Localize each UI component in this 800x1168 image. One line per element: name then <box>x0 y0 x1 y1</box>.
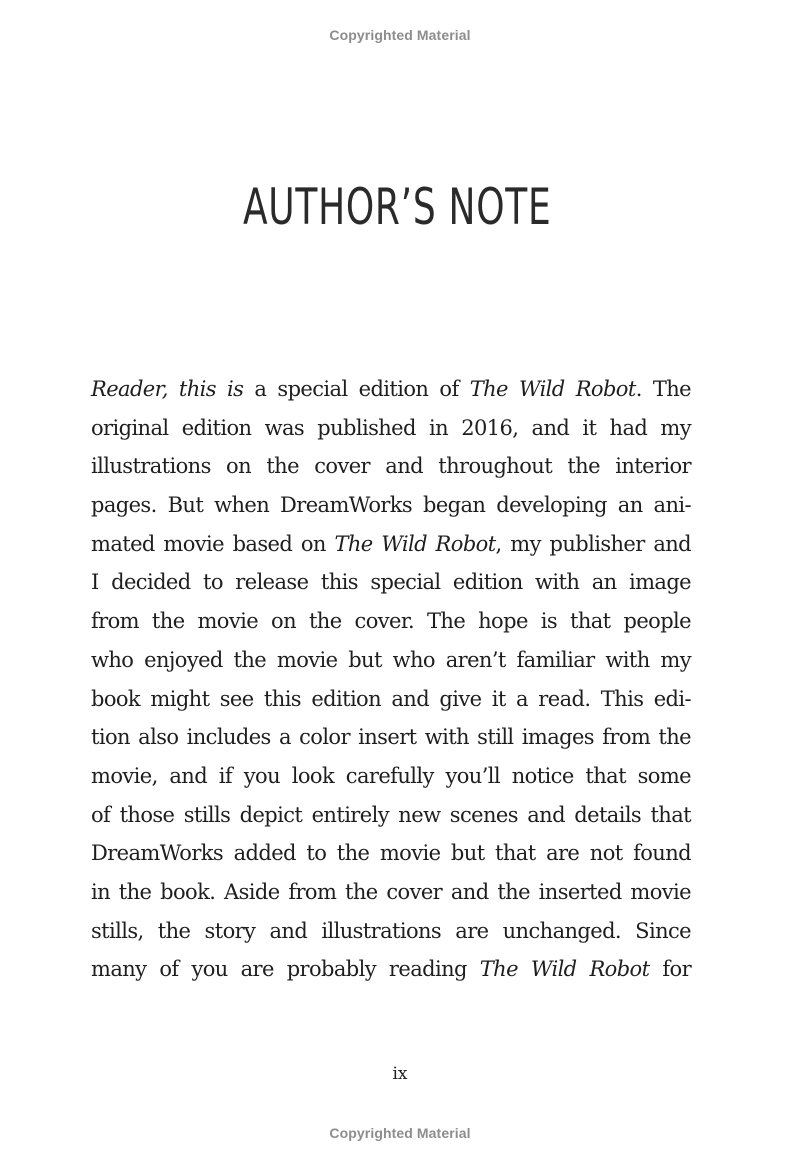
text-run: I decided to release this special edition with an image <box>91 570 691 595</box>
text-run: for <box>649 957 692 982</box>
text-run: a special edition of <box>243 377 470 401</box>
text-line <box>91 680 691 719</box>
copyright-watermark-top: Copyrighted Material <box>329 27 471 43</box>
text-run: original edition was published in 2016, and it had my <box>91 415 691 440</box>
text-run: of those stills depict entirely new scenes and details that <box>91 802 691 827</box>
text-line <box>91 409 691 448</box>
text-line <box>91 641 691 680</box>
body-text <box>91 370 691 989</box>
text-line <box>91 718 691 757</box>
text-run: stills, the story and illustrations are unchanged. Since <box>91 918 691 943</box>
text-run: mated movie based on <box>91 531 335 556</box>
text-line <box>91 834 691 873</box>
copyright-watermark-bottom: Copyrighted Material <box>329 1125 471 1141</box>
text-run: tion also includes a color insert with still images from the <box>91 725 691 750</box>
text-line <box>91 525 691 564</box>
text-line <box>91 370 691 409</box>
text-run: . The <box>635 377 692 401</box>
italic-run: The Wild Robot <box>479 957 650 982</box>
text-run: movie, and if you look carefully you’ll notice that some <box>91 763 691 788</box>
italic-run: The Wild Robot <box>334 531 496 556</box>
text-line <box>91 447 691 486</box>
text-run: , my publisher and <box>495 531 692 556</box>
italic-run: The Wild Robot <box>469 377 636 401</box>
text-line <box>91 873 691 912</box>
text-run: DreamWorks added to the movie but that are not found <box>91 841 691 866</box>
chapter-title: AUTHOR’S NOTE <box>242 178 552 236</box>
text-line <box>91 602 691 641</box>
italic-run: Reader, this is <box>91 377 244 401</box>
text-run: in the book. Aside from the cover and the inserted movie <box>91 879 691 904</box>
text-line <box>91 912 691 951</box>
text-run: who enjoyed the movie but who aren’t familiar with my <box>91 647 691 672</box>
page-number: ix <box>392 1064 408 1084</box>
text-line <box>91 757 691 796</box>
text-line <box>91 486 691 525</box>
text-run: from the movie on the cover. The hope is that people <box>91 609 691 634</box>
text-run: illustrations on the cover and throughout the interior <box>91 454 691 479</box>
text-line <box>91 796 691 835</box>
text-run: book might see this edition and give it a read. This edi- <box>91 686 691 711</box>
text-line <box>91 563 691 602</box>
text-run: pages. But when DreamWorks began developing an ani- <box>91 493 691 518</box>
text-line <box>91 950 691 989</box>
text-run: many of you are probably reading <box>91 957 480 982</box>
